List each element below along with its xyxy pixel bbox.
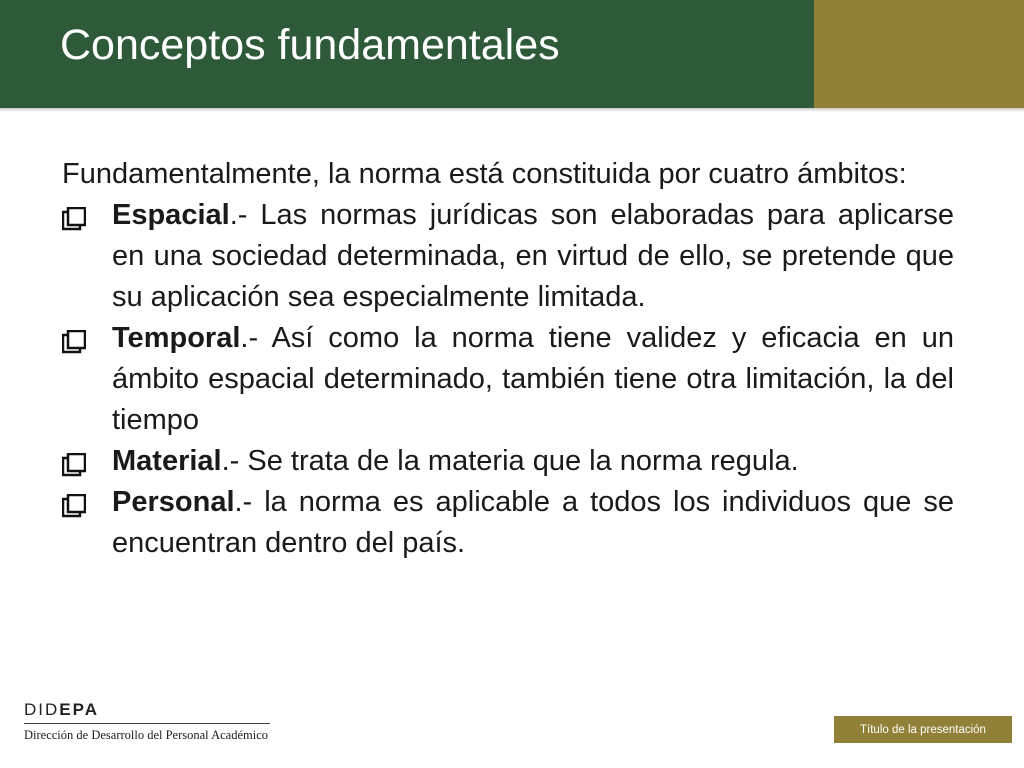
checkbox-icon bbox=[62, 494, 86, 518]
bullet-term: Espacial bbox=[112, 199, 230, 231]
bullet-term: Temporal bbox=[112, 322, 241, 354]
intro-paragraph: Fundamentalmente, la norma está constituida por cuatro ámbitos: bbox=[62, 158, 907, 190]
checkbox-icon bbox=[62, 453, 86, 477]
bullet-text: .- Se trata de la materia que la norma regula. bbox=[221, 445, 799, 477]
logo-wordmark-bold: EPA bbox=[59, 700, 99, 719]
logo-wordmark bbox=[24, 700, 274, 720]
header-shadow bbox=[0, 108, 1024, 112]
header-bar bbox=[0, 0, 814, 108]
bullet-term: Personal bbox=[112, 486, 235, 518]
bullet-list bbox=[62, 195, 954, 564]
slide-title: Conceptos fundamentales bbox=[60, 21, 560, 69]
bullet-item-espacial bbox=[62, 195, 954, 318]
bullet-item-personal bbox=[62, 482, 954, 564]
bullet-item-temporal bbox=[62, 318, 954, 441]
logo-wordmark-regular: DID bbox=[24, 700, 60, 719]
checkbox-icon bbox=[62, 207, 86, 231]
bullet-text: .- la norma es aplicable a todos los individuos que se encuentran dentro del país. bbox=[112, 486, 954, 559]
didepa-logo bbox=[24, 700, 274, 743]
header-accent-block bbox=[814, 0, 1024, 108]
bullet-term: Material bbox=[112, 445, 222, 477]
checkbox-icon bbox=[62, 330, 86, 354]
bullet-text: .- Las normas jurídicas son elaboradas para aplicarse en una sociedad determinada, en virtud de ello, se pretende que su aplicación sea especialmente limitada. bbox=[112, 199, 954, 313]
logo-subtitle: Dirección de Desarrollo del Personal Académico bbox=[24, 728, 269, 742]
bullet-item-material bbox=[62, 441, 954, 482]
footer-presentation-title: Título de la presentación bbox=[834, 716, 1012, 743]
logo-divider bbox=[24, 723, 270, 724]
slide-content bbox=[62, 154, 954, 564]
bullet-text: .- Así como la norma tiene validez y eficacia en un ámbito espacial determinado, también tiene otra limitación, la del tiempo bbox=[112, 322, 954, 436]
